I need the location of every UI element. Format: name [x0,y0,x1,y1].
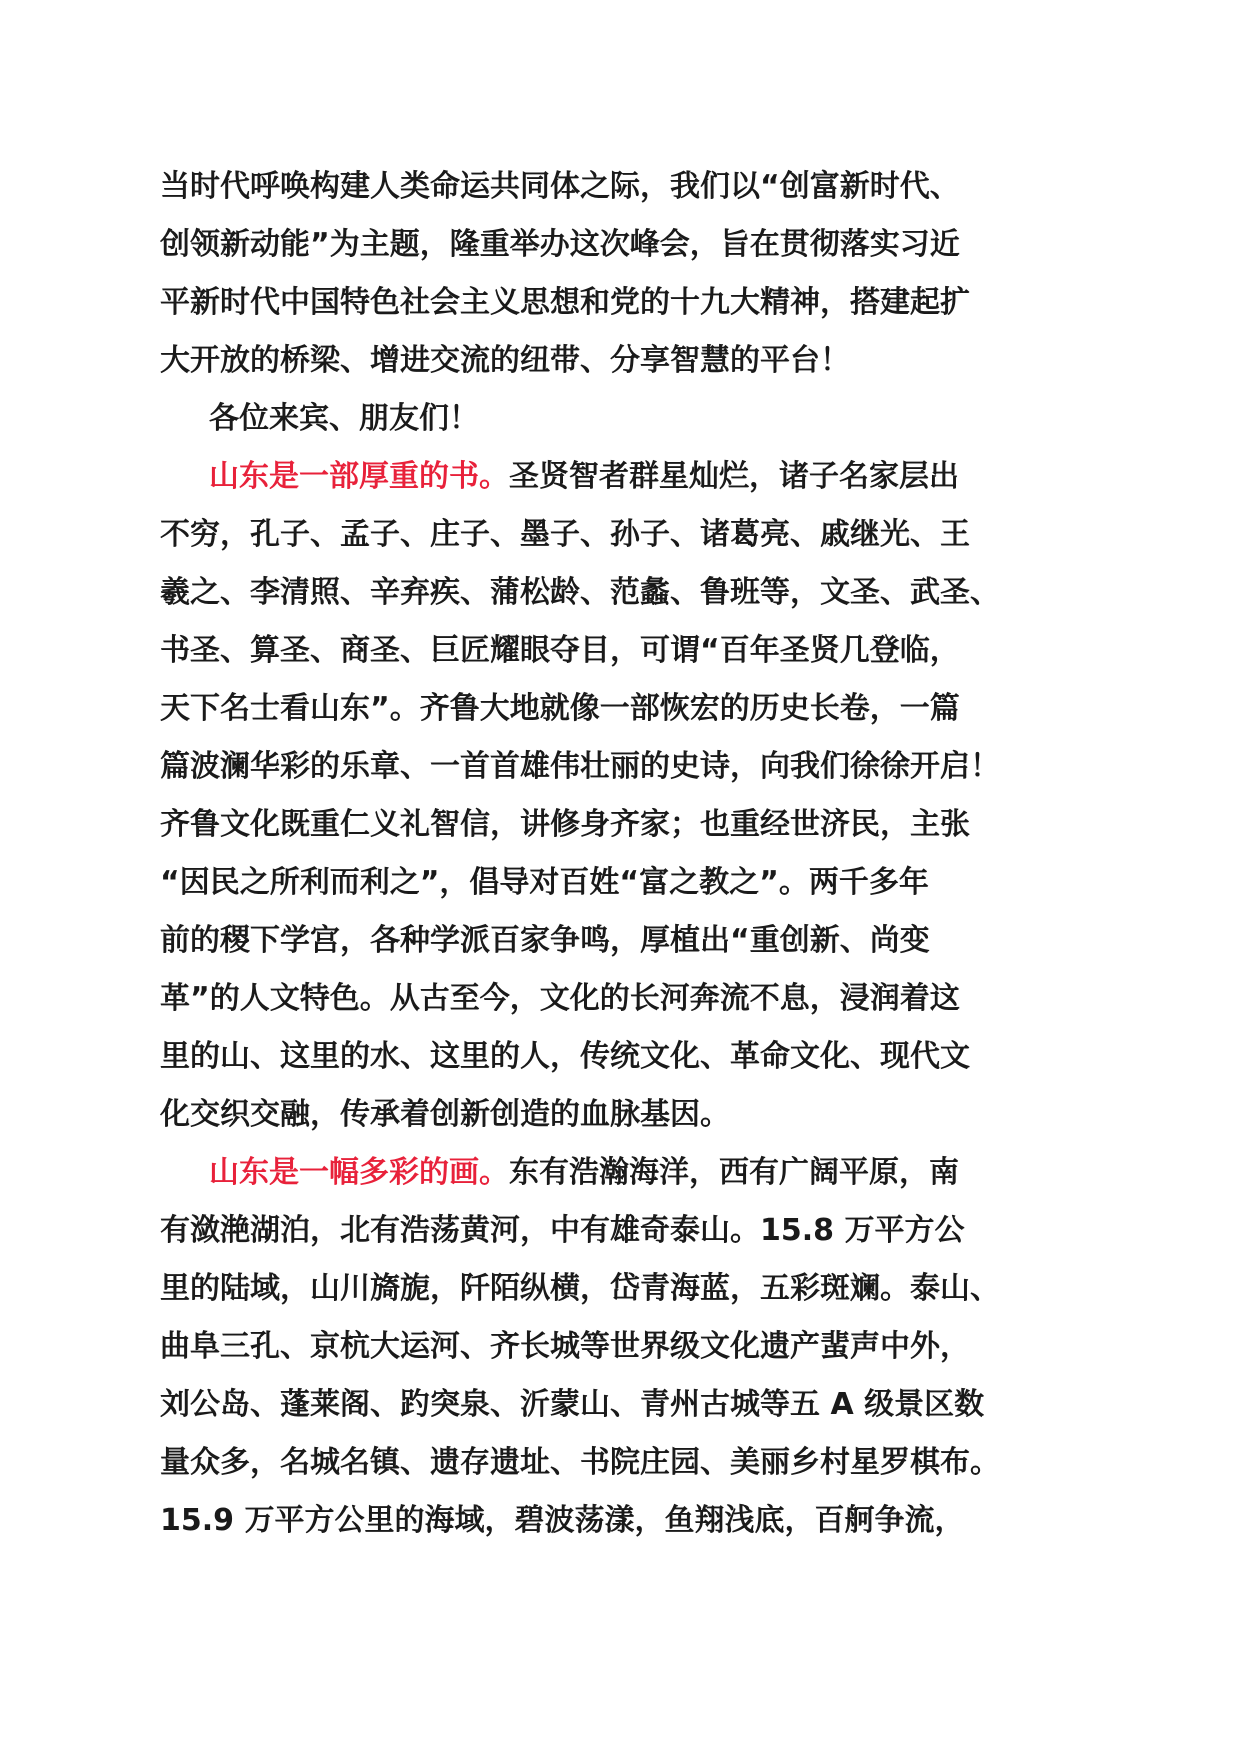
text-line: 创领新动能”为主题，隆重举办这次峰会，旨在贯彻落实习近 [160,227,960,262]
paragraph-first-line [160,1144,1100,1202]
document-page [160,158,1100,1550]
book-paragraph [160,448,1100,1144]
text-line: 天下名士看山东”。齐鲁大地就像一部恢宏的历史长卷，一篇 [160,691,960,726]
text-line: 大开放的桥梁、增进交流的纽带、分享智慧的平台！ [160,343,850,378]
text-line: 量众多，名城名镇、遗存遗址、书院庄园、美丽乡村星罗棋布。 [160,1445,1000,1480]
paragraph-first-line [160,448,1100,506]
text-line: 里的山、这里的水、这里的人，传统文化、革命文化、现代文 [160,1039,970,1074]
text-span: 东有浩瀚海洋，西有广阔平原，南 [509,1155,959,1190]
text-line: 15.9 万平方公里的海域，碧波荡漾，鱼翔浅底，百舸争流， [160,1503,965,1538]
text-line: 革”的人文特色。从古至今，文化的长河奔流不息，浸润着这 [160,981,960,1016]
text-line: 篇波澜华彩的乐章、一首首雄伟壮丽的史诗，向我们徐徐开启！ [160,749,1000,784]
text-line: 齐鲁文化既重仁义礼智信，讲修身齐家；也重经世济民，主张 [160,807,970,842]
text-line: 平新时代中国特色社会主义思想和党的十九大精神，搭建起扩 [160,285,970,320]
text-line: 书圣、算圣、商圣、巨匠耀眼夺目，可谓“百年圣贤几登临， [160,633,960,668]
section-heading-painting: 山东是一幅多彩的画。 [209,1155,509,1190]
text-line: 羲之、李清照、辛弃疾、蒲松龄、范蠡、鲁班等，文圣、武圣、 [160,575,1000,610]
text-line: 有潋滟湖泊，北有浩荡黄河，中有雄奇泰山。15.8 万平方公 [160,1213,965,1248]
greeting-line: 各位来宾、朋友们！ [209,401,479,436]
text-line: 不穷，孔子、孟子、庄子、墨子、孙子、诸葛亮、戚继光、王 [160,517,970,552]
text-line: 里的陆域，山川旖旎，阡陌纵横，岱青海蓝，五彩斑斓。泰山、 [160,1271,1000,1306]
text-line: 前的稷下学宫，各种学派百家争鸣，厚植出“重创新、尚变 [160,923,930,958]
section-heading-book: 山东是一部厚重的书。 [209,459,509,494]
text-span: 圣贤智者群星灿烂，诸子名家层出 [509,459,959,494]
intro-paragraph [160,158,1100,390]
painting-paragraph [160,1144,1100,1550]
text-line: 刘公岛、蓬莱阁、趵突泉、沂蒙山、青州古城等五 A 级景区数 [160,1387,985,1422]
text-line: 曲阜三孔、京杭大运河、齐长城等世界级文化遗产蜚声中外， [160,1329,970,1364]
text-line: 化交织交融，传承着创新创造的血脉基因。 [160,1097,730,1132]
text-line: 当时代呼唤构建人类命运共同体之际，我们以“创富新时代、 [160,169,960,204]
text-line: “因民之所利而利之”，倡导对百姓“富之教之”。两千多年 [160,865,929,900]
